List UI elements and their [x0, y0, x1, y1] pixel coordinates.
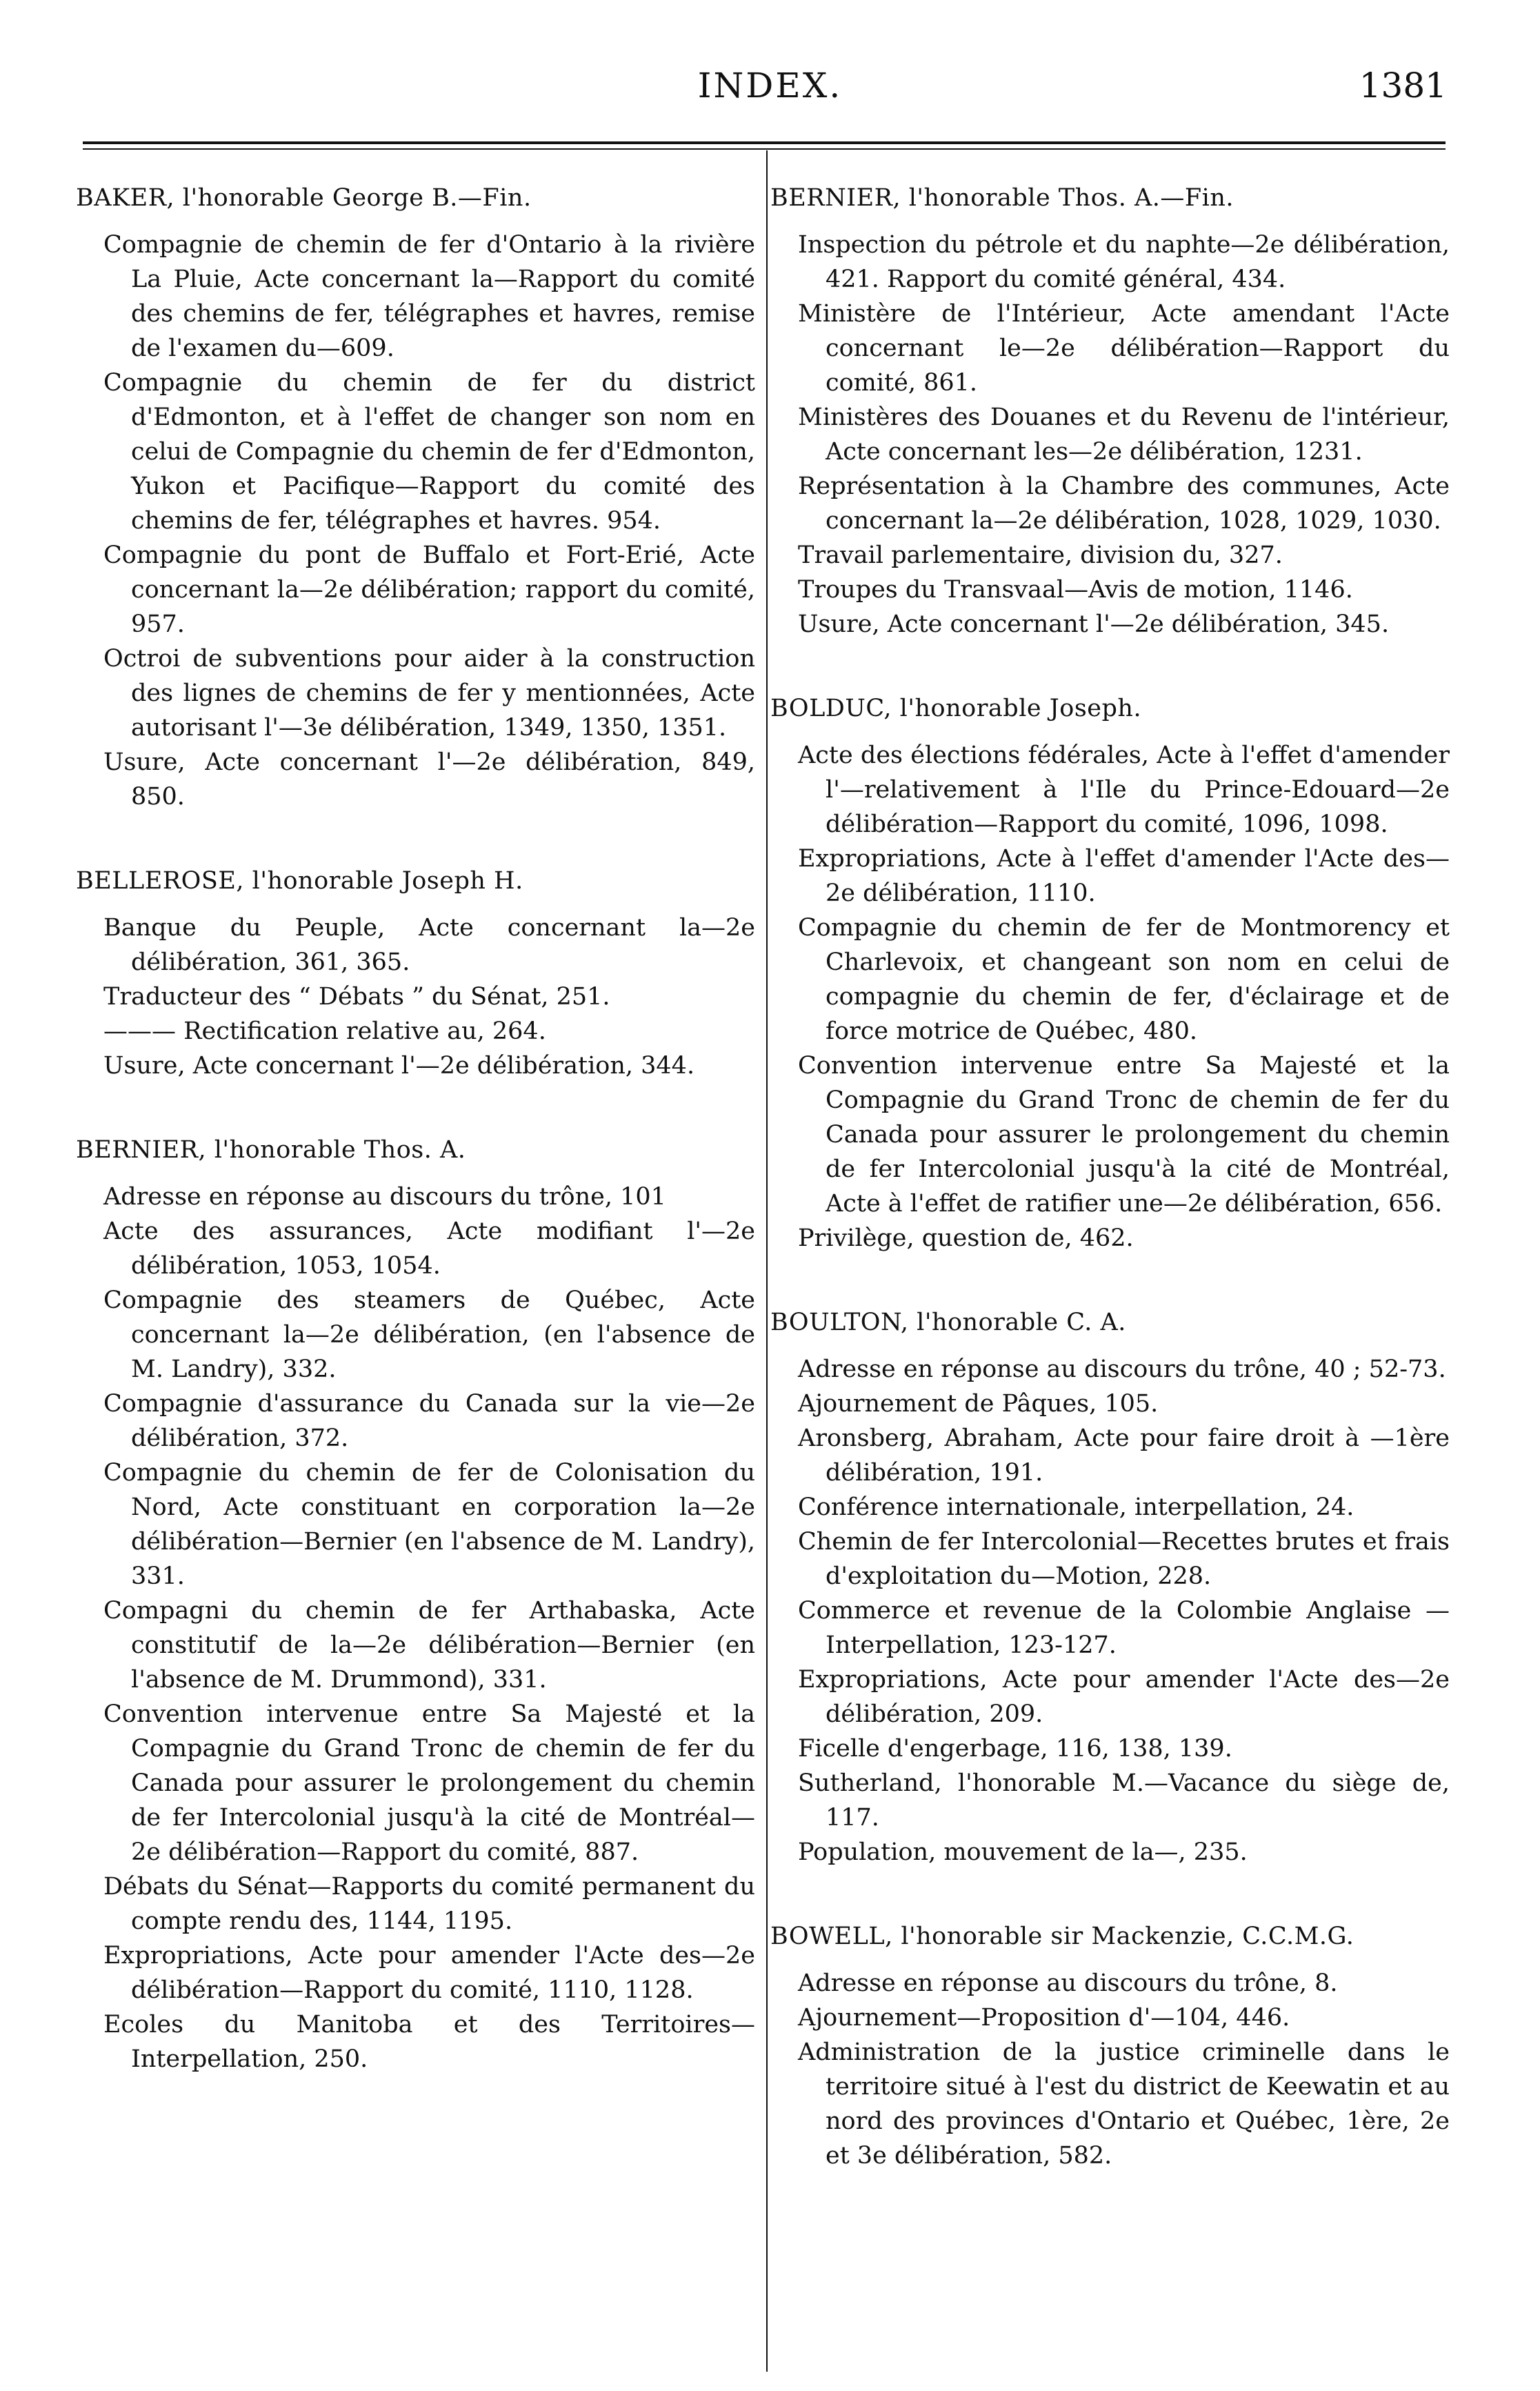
index-entry: Population, mouvement de la—, 235.: [798, 1838, 1248, 1866]
header-rule-thin: [83, 148, 1446, 150]
index-entry: Ficelle d'engerbage, 116, 138, 139.: [798, 1735, 1232, 1763]
index-entry: Compagnie du chemin de fer de Colonisation du Nord, Acte constituant en corporation la—2e délibération—Bernier (en l'absence de M. Landry), 331.: [103, 1459, 755, 1590]
index-entry: Banque du Peuple, Acte concernant la—2e délibération, 361, 365.: [103, 914, 755, 976]
header-rule: [83, 141, 1446, 144]
index-entry: Compagni du chemin de fer Arthabaska, Acte constitutif de la—2e délibération—Bernier (en l'absence de M. Drummond), 331.: [103, 1597, 755, 1694]
index-entry: Ajournement—Proposition d'—104, 446.: [798, 2004, 1290, 2032]
index-entry: Aronsberg, Abraham, Acte pour faire droit à —1ère délibération, 191.: [798, 1425, 1450, 1487]
index-entry: Adresse en réponse au discours du trône, 8.: [798, 1970, 1338, 1997]
index-section: [770, 1305, 1450, 1869]
index-entry: Sutherland, l'honorable M.—Vacance du siège de, 117.: [798, 1769, 1450, 1832]
index-entry: Expropriations, Acte pour amender l'Acte des—2e délibération—Rapport du comité, 1110, 1128.: [103, 1942, 755, 2004]
section-heading: BOULTON, l'honorable C. A.: [770, 1309, 1126, 1336]
left-column: [76, 181, 755, 2126]
index-entry: Privilège, question de, 462.: [798, 1224, 1134, 1252]
page-header: [0, 66, 1540, 121]
column-divider: [766, 150, 768, 2372]
index-entry: Octroi de subventions pour aider à la construction des lignes de chemins de fer y mentionnées, Acte autorisant l'—3e délibération, 1349, 1350, 1351.: [103, 645, 755, 742]
index-entry: Adresse en réponse au discours du trône, 101: [103, 1183, 666, 1211]
index-entry: Compagnie du chemin de fer de Montmorency et Charlevoix, et changeant son nom en celui de compagnie du chemin de fer, d'éclairage et de force motrice de Québec, 480.: [798, 914, 1450, 1045]
index-entry: Convention intervenue entre Sa Majesté et la Compagnie du Grand Tronc de chemin de fer du Canada pour assurer le prolongement du chemin de fer Intercolonial jusqu'à la cité de Montréal—2e délibération—Rapport du comité, 887.: [103, 1700, 755, 1866]
section-heading: BOWELL, l'honorable sir Mackenzie, C.C.M.G.: [770, 1923, 1354, 1950]
index-entry: Adresse en réponse au discours du trône, 40 ; 52-73.: [798, 1356, 1446, 1383]
index-entry: Troupes du Transvaal—Avis de motion, 1146.: [798, 576, 1353, 604]
index-entry: Conférence internationale, interpellation, 24.: [798, 1494, 1354, 1521]
index-entry: Traducteur des “ Débats ” du Sénat, 251.: [103, 983, 610, 1011]
index-entry: Convention intervenue entre Sa Majesté et la Compagnie du Grand Tronc de chemin de fer du Canada pour assurer le prolongement du chemin de fer Intercolonial jusqu'à la cité de Montréal, Acte à l'effet de ratifier une—2e délibération, 656.: [798, 1052, 1450, 1218]
section-heading: BERNIER, l'honorable Thos. A.: [76, 1136, 466, 1164]
index-entry: Travail parlementaire, division du, 327.: [798, 542, 1283, 569]
index-entry: Ecoles du Manitoba et des Territoires—Interpellation, 250.: [103, 2011, 755, 2073]
index-entry: Expropriations, Acte à l'effet d'amender l'Acte des—2e délibération, 1110.: [798, 845, 1450, 907]
section-heading: BELLEROSE, l'honorable Joseph H.: [76, 867, 523, 895]
index-section: [76, 181, 755, 814]
index-entry: Expropriations, Acte pour amender l'Acte des—2e délibération, 209.: [798, 1666, 1450, 1728]
index-entry: ——— Rectification relative au, 264.: [103, 1018, 546, 1045]
index-entry: Ajournement de Pâques, 105.: [798, 1390, 1159, 1418]
index-entry: Acte des assurances, Acte modifiant l'—2e délibération, 1053, 1054.: [103, 1218, 755, 1280]
section-heading: BAKER, l'honorable George B.—Fin.: [76, 184, 532, 212]
index-entry: Représentation à la Chambre des communes, Acte concernant la—2e délibération, 1028, 1029, 1030.: [798, 473, 1450, 535]
index-section: [770, 691, 1450, 1256]
index-entry: Acte des élections fédérales, Acte à l'effet d'amender l'—relativement à l'Ile du Prince-Edouard—2e délibération—Rapport du comité, 1096, 1098.: [798, 742, 1450, 838]
index-entry: Compagnie d'assurance du Canada sur la vie—2e délibération, 372.: [103, 1390, 755, 1452]
index-entry: Inspection du pétrole et du naphte—2e délibération, 421. Rapport du comité général, 434.: [798, 231, 1450, 293]
page-number: 1381: [1359, 66, 1447, 106]
index-entry: Commerce et revenue de la Colombie Anglaise —Interpellation, 123-127.: [798, 1597, 1450, 1659]
section-heading: BERNIER, l'honorable Thos. A.—Fin.: [770, 184, 1234, 212]
index-entry: Ministère de l'Intérieur, Acte amendant l'Acte concernant le—2e délibération—Rapport du comité, 861.: [798, 300, 1450, 397]
index-section: [770, 1919, 1450, 2173]
index-entry: Compagnie de chemin de fer d'Ontario à la rivière La Pluie, Acte concernant la—Rapport du comité des chemins de fer, télégraphes et havres, remise de l'examen du—609.: [103, 231, 755, 362]
index-entry: Compagnie des steamers de Québec, Acte concernant la—2e délibération, (en l'absence de M. Landry), 332.: [103, 1287, 755, 1383]
index-section: [770, 181, 1450, 642]
index-section: [76, 1133, 755, 2076]
index-section: [76, 864, 755, 1083]
index-entry: Chemin de fer Intercolonial—Recettes brutes et frais d'exploitation du—Motion, 228.: [798, 1528, 1450, 1590]
index-entry: Administration de la justice criminelle dans le territoire situé à l'est du district de Keewatin et au nord des provinces d'Ontario et Québec, 1ère, 2e et 3e délibération, 582.: [798, 2038, 1450, 2170]
running-title: INDEX.: [697, 66, 843, 106]
right-column: [770, 181, 1450, 2223]
section-heading: BOLDUC, l'honorable Joseph.: [770, 695, 1142, 722]
index-entry: Usure, Acte concernant l'—2e délibération, 345.: [798, 611, 1390, 638]
index-entry: Débats du Sénat—Rapports du comité permanent du compte rendu des, 1144, 1195.: [103, 1873, 755, 1935]
index-entry: Usure, Acte concernant l'—2e délibération, 849, 850.: [103, 748, 755, 811]
index-entry: Usure, Acte concernant l'—2e délibération, 344.: [103, 1052, 695, 1080]
index-entry: Compagnie du chemin de fer du district d'Edmonton, et à l'effet de changer son nom en celui de Compagnie du chemin de fer d'Edmonton, Yukon et Pacifique—Rapport du comité des chemins de fer, télégraphes et havres. 954.: [103, 369, 755, 535]
index-entry: Compagnie du pont de Buffalo et Fort-Erié, Acte concernant la—2e délibération; rapport du comité, 957.: [103, 542, 755, 638]
index-entry: Ministères des Douanes et du Revenu de l'intérieur, Acte concernant les—2e délibération, 1231.: [798, 404, 1450, 466]
